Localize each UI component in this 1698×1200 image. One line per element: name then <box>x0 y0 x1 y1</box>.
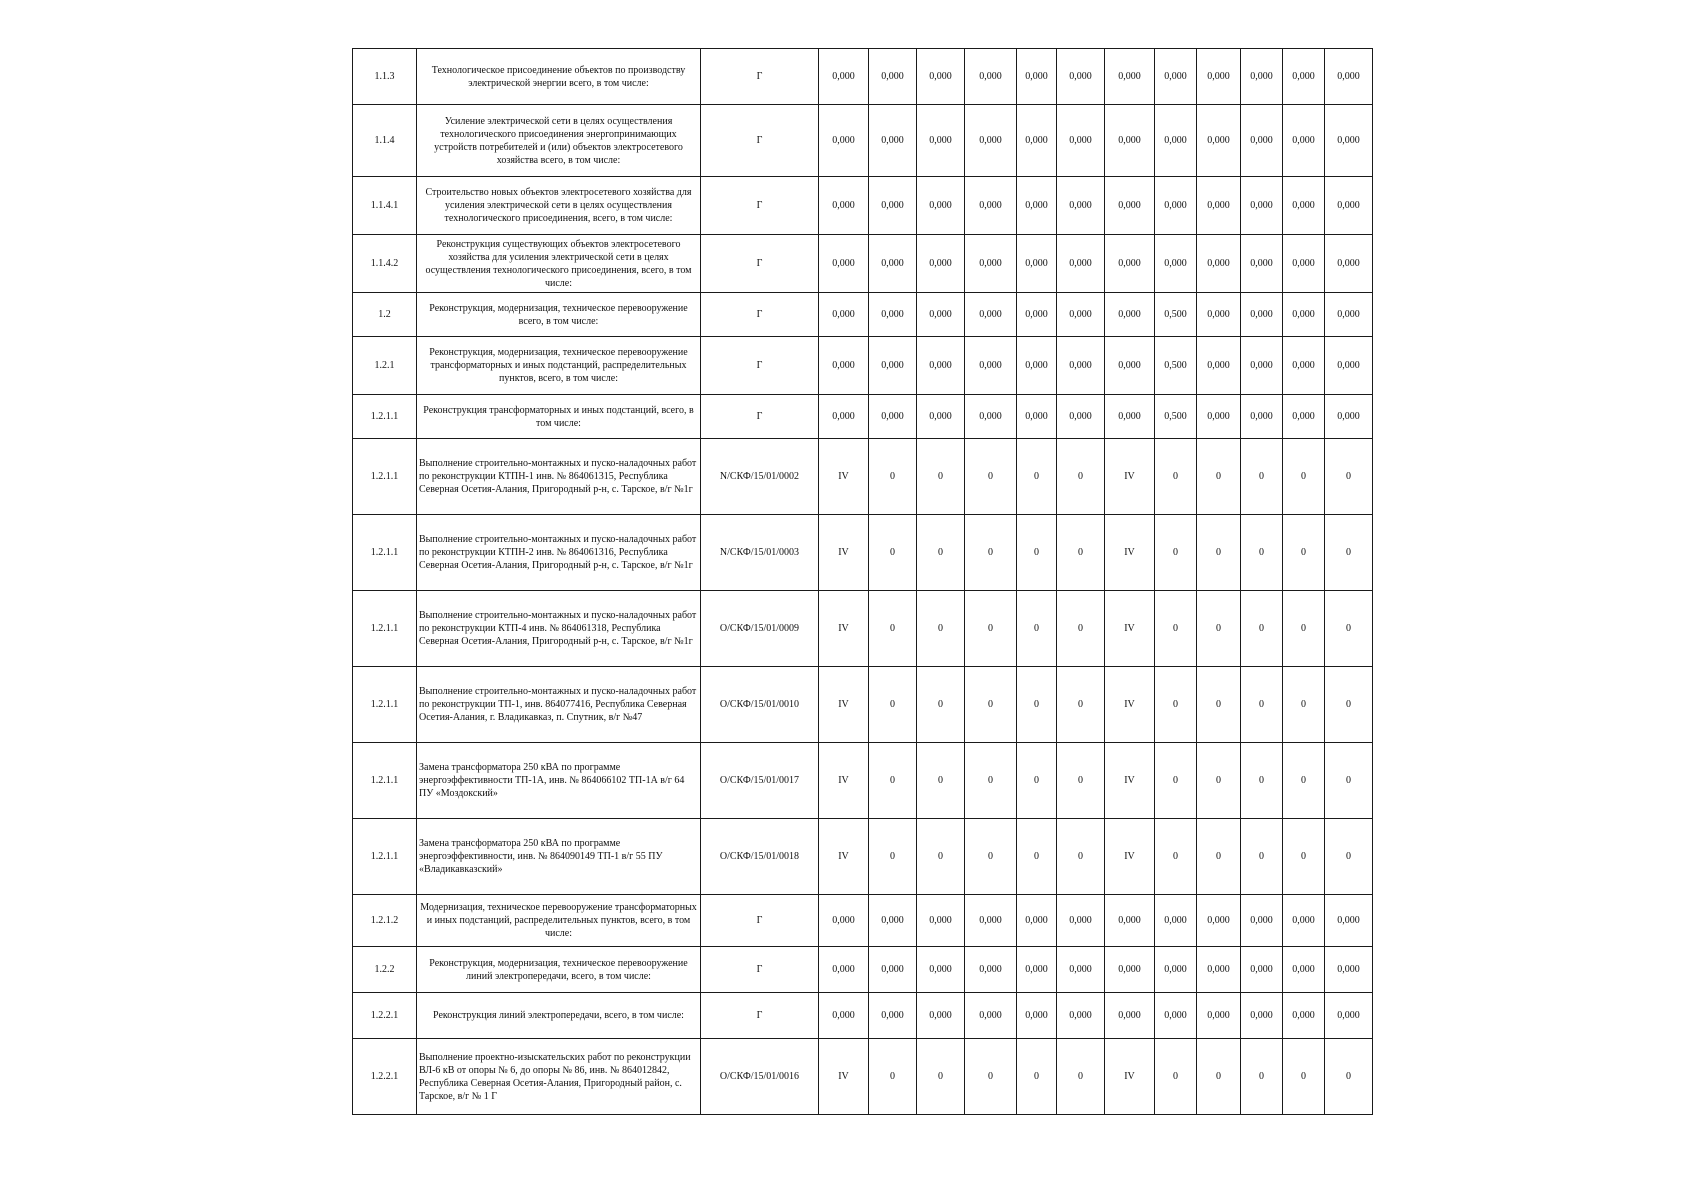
value-cell: 0 <box>1057 1039 1105 1115</box>
value-cell: IV <box>1105 1039 1155 1115</box>
value-cell: 0 <box>1057 515 1105 591</box>
project-id-cell: Г <box>701 395 819 439</box>
value-cell: 0,000 <box>1155 895 1197 947</box>
project-id-cell: Г <box>701 49 819 105</box>
value-cell: 0,000 <box>1017 947 1057 993</box>
project-id-cell: N/СКФ/15/01/0002 <box>701 439 819 515</box>
value-cell: 0,000 <box>1197 993 1241 1039</box>
value-cell: 0,000 <box>965 105 1017 177</box>
value-cell: 0,000 <box>819 947 869 993</box>
project-id-cell: Г <box>701 337 819 395</box>
value-cell: 0,000 <box>1057 947 1105 993</box>
table-row <box>353 667 1373 743</box>
value-cell: 0,500 <box>1155 337 1197 395</box>
value-cell: 0 <box>1283 1039 1325 1115</box>
value-cell: 0 <box>1283 515 1325 591</box>
value-cell: 0 <box>965 667 1017 743</box>
table-row <box>353 439 1373 515</box>
value-cell: 0 <box>965 743 1017 819</box>
row-code-cell: 1.2.1.2 <box>353 895 417 947</box>
value-cell: 0 <box>869 743 917 819</box>
value-cell: 0,000 <box>1057 337 1105 395</box>
value-cell: 0,000 <box>1105 235 1155 293</box>
value-cell: 0 <box>869 819 917 895</box>
value-cell: 0,000 <box>965 395 1017 439</box>
value-cell: 0,000 <box>965 947 1017 993</box>
value-cell: 0,000 <box>869 105 917 177</box>
value-cell: 0,000 <box>1241 947 1283 993</box>
value-cell: 0 <box>917 1039 965 1115</box>
value-cell: 0,000 <box>917 49 965 105</box>
value-cell: 0 <box>869 1039 917 1115</box>
value-cell: 0,000 <box>1283 177 1325 235</box>
row-name-cell: Строительство новых объектов электросетевого хозяйства для усиления электрической сети в целях осуществления технологического присоединения, всего, в том числе: <box>417 177 701 235</box>
value-cell: 0 <box>1283 439 1325 515</box>
value-cell: 0,000 <box>1197 947 1241 993</box>
value-cell: 0 <box>1155 515 1197 591</box>
value-cell: 0,000 <box>1197 293 1241 337</box>
value-cell: 0 <box>1197 439 1241 515</box>
value-cell: IV <box>819 591 869 667</box>
document-page <box>352 48 1372 1115</box>
value-cell: 0 <box>1017 819 1057 895</box>
value-cell: 0,000 <box>1241 105 1283 177</box>
value-cell: 0,000 <box>819 105 869 177</box>
table-row <box>353 395 1373 439</box>
value-cell: 0,000 <box>1325 337 1373 395</box>
value-cell: 0,000 <box>1155 49 1197 105</box>
row-code-cell: 1.2 <box>353 293 417 337</box>
value-cell: 0 <box>1325 591 1373 667</box>
value-cell: 0,000 <box>1105 49 1155 105</box>
project-id-cell: Г <box>701 947 819 993</box>
value-cell: 0,000 <box>1325 293 1373 337</box>
value-cell: 0,000 <box>1325 947 1373 993</box>
row-name-cell: Выполнение строительно-монтажных и пуско-наладочных работ по реконструкции ТП-1, инв. 864077416, Республика Северная Осетия-Алания, г. Владикавказ, п. Спутник, в/г №47 <box>417 667 701 743</box>
value-cell: IV <box>819 667 869 743</box>
row-code-cell: 1.2.1.1 <box>353 515 417 591</box>
value-cell: 0,000 <box>869 177 917 235</box>
value-cell: 0,000 <box>1057 293 1105 337</box>
value-cell: 0 <box>1197 515 1241 591</box>
row-name-cell: Реконструкция трансформаторных и иных подстанций, всего, в том числе: <box>417 395 701 439</box>
value-cell: 0,000 <box>917 235 965 293</box>
value-cell: 0,000 <box>1017 105 1057 177</box>
value-cell: 0 <box>1017 515 1057 591</box>
value-cell: 0 <box>965 819 1017 895</box>
value-cell: 0,000 <box>1241 293 1283 337</box>
value-cell: 0,000 <box>1197 177 1241 235</box>
value-cell: 0,000 <box>869 947 917 993</box>
row-name-cell: Реконструкция, модернизация, техническое перевооружение линий электропередачи, всего, в том числе: <box>417 947 701 993</box>
value-cell: 0,000 <box>1197 337 1241 395</box>
project-id-cell: О/СКФ/15/01/0018 <box>701 819 819 895</box>
value-cell: IV <box>819 1039 869 1115</box>
row-name-cell: Замена трансформатора 250 кВА по программе энергоэффективности, инв. № 864090149 ТП-1 в/г 55 ПУ «Владикавказский» <box>417 819 701 895</box>
value-cell: 0 <box>1325 1039 1373 1115</box>
value-cell: 0,000 <box>1017 895 1057 947</box>
value-cell: 0,000 <box>1197 235 1241 293</box>
row-name-cell: Реконструкция существующих объектов электросетевого хозяйства для усиления электрической сети в целях осуществления технологического присоединения, всего, в том числе: <box>417 235 701 293</box>
value-cell: 0,000 <box>1283 895 1325 947</box>
value-cell: 0,000 <box>1017 337 1057 395</box>
value-cell: IV <box>819 515 869 591</box>
value-cell: 0 <box>965 1039 1017 1115</box>
value-cell: 0,000 <box>1057 993 1105 1039</box>
value-cell: IV <box>1105 743 1155 819</box>
value-cell: 0 <box>1241 439 1283 515</box>
value-cell: 0,000 <box>1105 293 1155 337</box>
investment-table <box>352 48 1373 1115</box>
value-cell: 0,000 <box>1105 947 1155 993</box>
value-cell: 0 <box>1325 743 1373 819</box>
table-row <box>353 105 1373 177</box>
row-name-cell: Модернизация, техническое перевооружение трансформаторных и иных подстанций, распределительных пунктов, всего, в том числе: <box>417 895 701 947</box>
value-cell: 0 <box>1283 743 1325 819</box>
table-row <box>353 515 1373 591</box>
value-cell: 0 <box>1155 439 1197 515</box>
value-cell: 0,000 <box>1017 395 1057 439</box>
value-cell: 0,000 <box>1155 993 1197 1039</box>
value-cell: 0,000 <box>819 177 869 235</box>
value-cell: 0,000 <box>1283 947 1325 993</box>
value-cell: 0,000 <box>1155 177 1197 235</box>
value-cell: 0,000 <box>869 993 917 1039</box>
value-cell: 0 <box>917 591 965 667</box>
value-cell: 0 <box>1057 743 1105 819</box>
value-cell: 0 <box>1283 591 1325 667</box>
value-cell: 0,000 <box>1197 105 1241 177</box>
value-cell: 0,000 <box>965 337 1017 395</box>
table-row <box>353 993 1373 1039</box>
row-name-cell: Замена трансформатора 250 кВА по программе энергоэффективности ТП-1А, инв. № 864066102 ТП-1А в/г 64 ПУ «Моздокский» <box>417 743 701 819</box>
value-cell: 0 <box>869 515 917 591</box>
value-cell: 0 <box>1155 743 1197 819</box>
value-cell: 0,000 <box>819 395 869 439</box>
value-cell: 0,000 <box>1105 177 1155 235</box>
value-cell: 0,000 <box>1057 235 1105 293</box>
value-cell: 0 <box>1155 667 1197 743</box>
value-cell: 0 <box>1197 591 1241 667</box>
row-code-cell: 1.2.1.1 <box>353 667 417 743</box>
table-row <box>353 293 1373 337</box>
value-cell: 0,000 <box>965 895 1017 947</box>
value-cell: 0,000 <box>1017 177 1057 235</box>
value-cell: 0,000 <box>1325 49 1373 105</box>
value-cell: 0 <box>1241 515 1283 591</box>
value-cell: 0 <box>1241 1039 1283 1115</box>
value-cell: 0 <box>917 439 965 515</box>
value-cell: 0 <box>1017 439 1057 515</box>
project-id-cell: О/СКФ/15/01/0009 <box>701 591 819 667</box>
value-cell: 0 <box>917 515 965 591</box>
value-cell: 0 <box>869 591 917 667</box>
value-cell: 0,000 <box>1241 177 1283 235</box>
value-cell: 0,000 <box>1283 993 1325 1039</box>
value-cell: 0 <box>1197 667 1241 743</box>
value-cell: 0,000 <box>1197 49 1241 105</box>
value-cell: 0,000 <box>965 993 1017 1039</box>
row-code-cell: 1.2.1.1 <box>353 395 417 439</box>
value-cell: 0,000 <box>869 337 917 395</box>
value-cell: 0,000 <box>1155 105 1197 177</box>
row-code-cell: 1.2.1.1 <box>353 743 417 819</box>
value-cell: 0 <box>1017 667 1057 743</box>
value-cell: 0,000 <box>819 993 869 1039</box>
row-name-cell: Технологическое присоединение объектов по производству электрической энергии всего, в том числе: <box>417 49 701 105</box>
value-cell: 0,000 <box>1105 993 1155 1039</box>
value-cell: 0 <box>1241 591 1283 667</box>
value-cell: IV <box>819 743 869 819</box>
value-cell: 0,000 <box>819 293 869 337</box>
value-cell: 0,000 <box>869 235 917 293</box>
value-cell: 0,000 <box>869 895 917 947</box>
row-name-cell: Усиление электрической сети в целях осуществления технологического присоединения энергопринимающих устройств потребителей и (или) объектов электросетевого хозяйства всего, в том числе: <box>417 105 701 177</box>
value-cell: 0 <box>917 667 965 743</box>
value-cell: 0 <box>1241 819 1283 895</box>
project-id-cell: Г <box>701 993 819 1039</box>
project-id-cell: О/СКФ/15/01/0017 <box>701 743 819 819</box>
value-cell: 0 <box>1057 591 1105 667</box>
project-id-cell: Г <box>701 177 819 235</box>
value-cell: 0,000 <box>869 49 917 105</box>
value-cell: 0,000 <box>1197 395 1241 439</box>
table-row <box>353 819 1373 895</box>
value-cell: IV <box>1105 591 1155 667</box>
value-cell: IV <box>1105 439 1155 515</box>
row-code-cell: 1.2.1.1 <box>353 819 417 895</box>
value-cell: 0,000 <box>965 49 1017 105</box>
value-cell: 0 <box>1197 1039 1241 1115</box>
value-cell: 0 <box>869 439 917 515</box>
value-cell: 0 <box>1241 743 1283 819</box>
value-cell: 0,000 <box>819 337 869 395</box>
value-cell: 0,000 <box>1241 895 1283 947</box>
value-cell: 0,000 <box>869 395 917 439</box>
row-name-cell: Реконструкция, модернизация, техническое перевооружение трансформаторных и иных подстанций, распределительных пунктов, всего, в том числе: <box>417 337 701 395</box>
row-code-cell: 1.1.4.1 <box>353 177 417 235</box>
value-cell: 0,000 <box>869 293 917 337</box>
value-cell: 0 <box>1325 819 1373 895</box>
row-name-cell: Выполнение строительно-монтажных и пуско-наладочных работ по реконструкции КТПН-1 инв. № 864061315, Республика Северная Осетия-Алания, Пригородный р-н, с. Тарское, в/г №1г <box>417 439 701 515</box>
value-cell: 0,000 <box>917 177 965 235</box>
value-cell: 0,000 <box>1017 235 1057 293</box>
value-cell: 0 <box>1325 439 1373 515</box>
value-cell: 0 <box>1325 515 1373 591</box>
value-cell: 0,000 <box>819 235 869 293</box>
project-id-cell: N/СКФ/15/01/0003 <box>701 515 819 591</box>
value-cell: 0,000 <box>819 49 869 105</box>
value-cell: 0 <box>1283 667 1325 743</box>
value-cell: 0,000 <box>1057 49 1105 105</box>
row-code-cell: 1.1.4.2 <box>353 235 417 293</box>
row-name-cell: Реконструкция, модернизация, техническое перевооружение всего, в том числе: <box>417 293 701 337</box>
row-code-cell: 1.2.2.1 <box>353 1039 417 1115</box>
value-cell: 0,000 <box>965 235 1017 293</box>
row-code-cell: 1.2.1.1 <box>353 439 417 515</box>
table-row <box>353 743 1373 819</box>
value-cell: 0 <box>1197 819 1241 895</box>
project-id-cell: Г <box>701 235 819 293</box>
value-cell: 0 <box>1017 591 1057 667</box>
row-code-cell: 1.1.4 <box>353 105 417 177</box>
value-cell: 0,000 <box>1283 293 1325 337</box>
value-cell: 0 <box>1057 667 1105 743</box>
value-cell: 0 <box>965 515 1017 591</box>
table-row <box>353 177 1373 235</box>
value-cell: 0,000 <box>1241 395 1283 439</box>
value-cell: 0,000 <box>1105 105 1155 177</box>
value-cell: 0,500 <box>1155 395 1197 439</box>
value-cell: 0 <box>1197 743 1241 819</box>
value-cell: 0,000 <box>1325 105 1373 177</box>
table-row <box>353 947 1373 993</box>
value-cell: 0 <box>1057 439 1105 515</box>
value-cell: 0,000 <box>1241 993 1283 1039</box>
value-cell: IV <box>819 439 869 515</box>
project-id-cell: Г <box>701 105 819 177</box>
value-cell: 0,000 <box>1057 395 1105 439</box>
value-cell: 0,000 <box>917 895 965 947</box>
value-cell: IV <box>819 819 869 895</box>
value-cell: 0,000 <box>1283 235 1325 293</box>
value-cell: 0,000 <box>1241 49 1283 105</box>
value-cell: 0 <box>1283 819 1325 895</box>
value-cell: 0,000 <box>965 177 1017 235</box>
value-cell: 0,000 <box>1241 235 1283 293</box>
value-cell: 0,500 <box>1155 293 1197 337</box>
value-cell: 0,000 <box>1283 105 1325 177</box>
value-cell: 0,000 <box>1283 395 1325 439</box>
value-cell: 0 <box>1241 667 1283 743</box>
value-cell: 0,000 <box>1283 337 1325 395</box>
table-row <box>353 591 1373 667</box>
value-cell: 0,000 <box>1057 105 1105 177</box>
value-cell: 0,000 <box>1325 177 1373 235</box>
value-cell: 0,000 <box>1057 177 1105 235</box>
value-cell: 0 <box>1155 591 1197 667</box>
value-cell: 0,000 <box>1283 49 1325 105</box>
project-id-cell: Г <box>701 895 819 947</box>
value-cell: 0,000 <box>819 895 869 947</box>
value-cell: 0 <box>917 819 965 895</box>
value-cell: 0,000 <box>1017 293 1057 337</box>
value-cell: 0,000 <box>1325 395 1373 439</box>
value-cell: 0,000 <box>965 293 1017 337</box>
value-cell: 0,000 <box>1017 49 1057 105</box>
value-cell: 0 <box>1017 743 1057 819</box>
value-cell: 0,000 <box>1241 337 1283 395</box>
value-cell: 0,000 <box>1105 895 1155 947</box>
value-cell: 0,000 <box>917 993 965 1039</box>
value-cell: 0 <box>1017 1039 1057 1115</box>
value-cell: 0,000 <box>1155 947 1197 993</box>
value-cell: 0,000 <box>917 395 965 439</box>
table-row <box>353 235 1373 293</box>
value-cell: 0 <box>1057 819 1105 895</box>
table-row <box>353 895 1373 947</box>
value-cell: 0 <box>1155 819 1197 895</box>
value-cell: 0 <box>1155 1039 1197 1115</box>
value-cell: 0,000 <box>1325 895 1373 947</box>
project-id-cell: Г <box>701 293 819 337</box>
value-cell: 0 <box>965 439 1017 515</box>
value-cell: 0,000 <box>1105 395 1155 439</box>
value-cell: 0 <box>1325 667 1373 743</box>
row-code-cell: 1.2.1 <box>353 337 417 395</box>
value-cell: 0,000 <box>917 337 965 395</box>
value-cell: IV <box>1105 515 1155 591</box>
value-cell: 0,000 <box>1197 895 1241 947</box>
value-cell: 0,000 <box>917 947 965 993</box>
table-row <box>353 1039 1373 1115</box>
row-name-cell: Выполнение строительно-монтажных и пуско-наладочных работ по реконструкции КТПН-2 инв. № 864061316, Республика Северная Осетия-Алания, Пригородный р-н, с. Тарское, в/г №1г <box>417 515 701 591</box>
value-cell: 0,000 <box>1325 235 1373 293</box>
value-cell: 0,000 <box>1155 235 1197 293</box>
row-code-cell: 1.1.3 <box>353 49 417 105</box>
value-cell: 0 <box>917 743 965 819</box>
row-code-cell: 1.2.1.1 <box>353 591 417 667</box>
table-row <box>353 49 1373 105</box>
row-name-cell: Выполнение строительно-монтажных и пуско-наладочных работ по реконструкции КТП-4 инв. № 864061318, Республика Северная Осетия-Алания, Пригородный р-н, с. Тарское, в/г №1г <box>417 591 701 667</box>
row-code-cell: 1.2.2 <box>353 947 417 993</box>
row-name-cell: Выполнение проектно-изыскательских работ по реконструкции ВЛ-6 кВ от опоры № 6, до опоры № 86, инв. № 864012842, Республика Северная Осетия-Алания, Пригородный район, с. Тарское, в/г № 1 Г <box>417 1039 701 1115</box>
value-cell: 0 <box>965 591 1017 667</box>
value-cell: 0,000 <box>917 293 965 337</box>
value-cell: 0,000 <box>1057 895 1105 947</box>
value-cell: 0,000 <box>1017 993 1057 1039</box>
row-code-cell: 1.2.2.1 <box>353 993 417 1039</box>
value-cell: 0 <box>869 667 917 743</box>
value-cell: 0,000 <box>1325 993 1373 1039</box>
table-row <box>353 337 1373 395</box>
project-id-cell: О/СКФ/15/01/0010 <box>701 667 819 743</box>
project-id-cell: О/СКФ/15/01/0016 <box>701 1039 819 1115</box>
value-cell: IV <box>1105 819 1155 895</box>
row-name-cell: Реконструкция линий электропередачи, всего, в том числе: <box>417 993 701 1039</box>
value-cell: IV <box>1105 667 1155 743</box>
value-cell: 0,000 <box>917 105 965 177</box>
value-cell: 0,000 <box>1105 337 1155 395</box>
